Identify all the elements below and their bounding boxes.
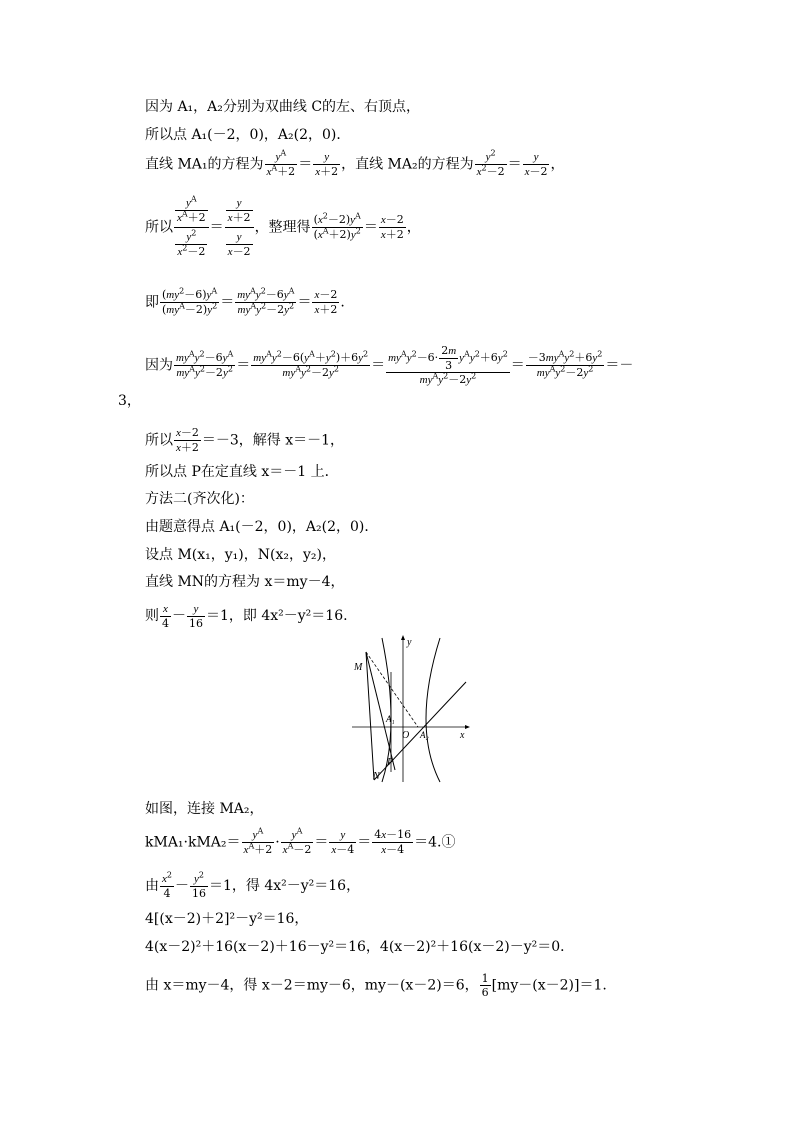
text-line-8: 所以点 P在定直线 x＝－1 上． [145, 464, 339, 480]
line-3-text-b: ，直线 MA₂的方程为 [341, 156, 474, 173]
frac-ma2-right: $\frac{y}{x-2}$ [524, 151, 548, 178]
frac-line6-b: $my^Ay^2-6(y^A+y^2)+6y^2$ $my^Ay^2-2y^2$ [253, 349, 369, 379]
line-mn [366, 652, 374, 780]
frac-ma1-left: $\frac{y^A}{x^A+2}$ [266, 148, 296, 178]
text-line-12: 直线 MN的方程为 x＝my－4， [145, 574, 345, 590]
text-line-16: 由 $\frac{x^2}{4}$ － $\frac{y^2}{16}$ ＝1，得 4x²－y²＝16， [145, 870, 361, 900]
text-line-1: 因为 A₁，A₂分别为双曲线 C的左、右顶点， [145, 99, 421, 115]
text-line-6: 因为 $my^Ay^2-6y^A$ $my^Ay^2-2y^2$ ＝ $my^Ay^2-6(y^A+y^2)+6y^2$ $my^Ay^2-2y^2$ ＝ $my^Ay^2-6\cdot$ $\frac{2m}{3}$ $y^Ay^2+6y^2$ $my^Ay^2-2y^2$ ＝ $-3my^Ay^2+6y^2$ $my^Ay^2-2y^2$ ＝－ [145, 344, 634, 386]
line-7-text-b: ＝－3，解得 x＝－1， [201, 432, 345, 449]
frac-line5-c: $\frac{x-2}{x+2}$ [314, 288, 338, 316]
frac-x-over-4: $\frac{x}{4}$ [162, 603, 169, 630]
frac-line6-a: $my^Ay^2-6y^A$ $my^Ay^2-2y^2$ [176, 349, 234, 379]
line-13-text-b: ＝1，即 4x²－y²＝16. [206, 608, 348, 624]
line-5-text-a: 即 [145, 294, 159, 311]
frac-line15-c: $\frac{y}{x-4}$ [331, 829, 355, 856]
line-16-text-a: 由 [145, 878, 159, 894]
line-3-text-a: 直线 MA₁的方程为 [145, 156, 264, 173]
frac-line15-d: $\frac{4x-16}{x-4}$ [374, 828, 412, 856]
frac-line6-d: $-3my^Ay^2+6y^2$ $my^Ay^2-2y^2$ [527, 349, 603, 379]
text-line-17: 4[(x－2)＋2]²－y²＝16， [145, 911, 309, 927]
frac-ma2-left: $\frac{y^2}{x^2-2}$ [476, 148, 505, 178]
text-line-15: kMA₁·kMA₂＝ $\frac{y^A}{x^A+2}$ · $\frac{y^A}{x^A-2}$ ＝ $\frac{y}{x-4}$ ＝ $\frac{4x-16}{x-4}$ ＝4.① [145, 826, 456, 856]
text-line-5: 即 $(my^2-6)y^A$ $(my^A-2)y^2$ ＝ $my^Ay^2-6y^A$ $my^Ay^2-2y^2$ ＝ $\frac{x-2}{x+2}$ . [145, 286, 345, 316]
text-line-11: 设点 M(x₁，y₁)，N(x₂，y₂)， [145, 547, 336, 563]
frac-line5-a: $(my^2-6)y^A$ $(my^A-2)y^2$ [162, 286, 218, 316]
line-13-text-a: 则 [145, 608, 159, 624]
text-line-2: 所以点 A₁(－2，0)，A₂(2，0)． [145, 127, 351, 143]
line-19-text-b: [my－(x－2)]＝1. [491, 977, 607, 994]
label-p: P [387, 757, 394, 768]
text-line-13: 则 $\frac{x}{4}$ － $\frac{y}{16}$ ＝1，即 4x²－y²＝16. [145, 603, 348, 630]
label-a2: A₂ [420, 730, 429, 740]
text-line-7 [145, 426, 344, 455]
label-n: N [373, 771, 380, 782]
label-o: O [402, 730, 410, 741]
line-4-text-a: 所以 [145, 219, 173, 236]
frac-line15-a: $\frac{y^A}{x^A+2}$ [243, 826, 273, 856]
label-y: y [407, 637, 412, 648]
text-line-18: 4(x－2)²＋16(x－2)＋16－y²＝16，4(x－2)²＋16(x－2)－y²＝0． [145, 939, 575, 955]
line-15-text-a: kMA₁·kMA₂＝ [145, 834, 241, 851]
line-4-text-b: ，整理得 [254, 219, 311, 236]
line-6-text-a: 因为 [145, 357, 173, 374]
text-line-6-cont: 3， [118, 393, 141, 409]
hyperbola-figure [340, 632, 480, 786]
label-x: x [460, 730, 465, 741]
line-15-text-b: ＝4.① [414, 834, 456, 851]
label-m: M [354, 662, 363, 673]
frac-y-over-16: $\frac{y}{16}$ [189, 603, 203, 630]
x-axis-arrow [465, 725, 470, 729]
text-line-19 [145, 972, 607, 999]
frac-ma1-right: $\frac{y}{x+2}$ [315, 151, 339, 178]
frac-line7: $\frac{x-2}{x+2}$ [176, 426, 199, 454]
label-a1: A₁ [386, 714, 395, 724]
line-16-text-b: ＝1，得 4x²－y²＝16， [208, 878, 361, 894]
compound-frac-2: $\frac{\frac{y}{x+2}}{\frac{y}{x-2}}$ [225, 196, 254, 259]
frac-simplified-left: $\frac{(x^2-2)y^A}{(x^A+2)y^2}$ [313, 211, 361, 241]
hyperbola-right-branch [426, 638, 440, 782]
frac-line15-b: $\frac{y^A}{x^A-2}$ [282, 826, 312, 856]
text-line-14: 如图，连接 MA₂， [145, 801, 264, 817]
frac-simplified-right: $\frac{x-2}{x+2}$ [380, 213, 404, 241]
frac-one-sixth: $\frac{1}{6}$ [481, 972, 489, 999]
frac-y2-over-16: $\frac{y^2}{16}$ [191, 870, 206, 900]
line-7-text-a: 所以 [145, 432, 173, 449]
line-6-tail: ＝－ [605, 357, 634, 374]
compound-frac-1: $\frac{y^A}{x^A+2}$ $\frac{y^2}{x^2-2}$ [174, 196, 209, 259]
frac-line6-c: $my^Ay^2-6\cdot$ $\frac{2m}{3}$ $y^Ay^2+6y^2$ $my^Ay^2-2y^2$ [388, 344, 508, 386]
y-axis-arrow [401, 635, 405, 640]
frac-x2-over-4: $\frac{x^2}{4}$ [162, 870, 172, 900]
text-line-10: 由题意得点 A₁(－2，0)，A₂(2，0)． [145, 519, 379, 535]
frac-line5-b: $my^Ay^2-6y^A$ $my^Ay^2-2y^2$ [237, 286, 295, 316]
text-line-3: 直线 MA₁的方程为 $\frac{y^A}{x^A+2}$ ＝ $\frac{y}{x+2}$ ，直线 MA₂的方程为 $\frac{y^2}{x^2-2}$ ＝ $\frac{y}{x-2}$ ， [145, 148, 565, 178]
text-line-9: 方法二(齐次化)： [145, 491, 254, 507]
line-19-text-a: 由 x＝my－4，得 x－2＝my－6，my－(x－2)＝6， [145, 977, 479, 994]
text-line-4: 所以 $\frac{y^A}{x^A+2}$ $\frac{y^2}{x^2-2}$ ＝ $\frac{\frac{y}{x+2}}{\frac{y}{x-2}}$ ，整理得 $\frac{(x^2-2)y^A}{(x^A+2)y^2}$ ＝ $\frac{x-2}{x+2}$ ， [145, 194, 421, 258]
